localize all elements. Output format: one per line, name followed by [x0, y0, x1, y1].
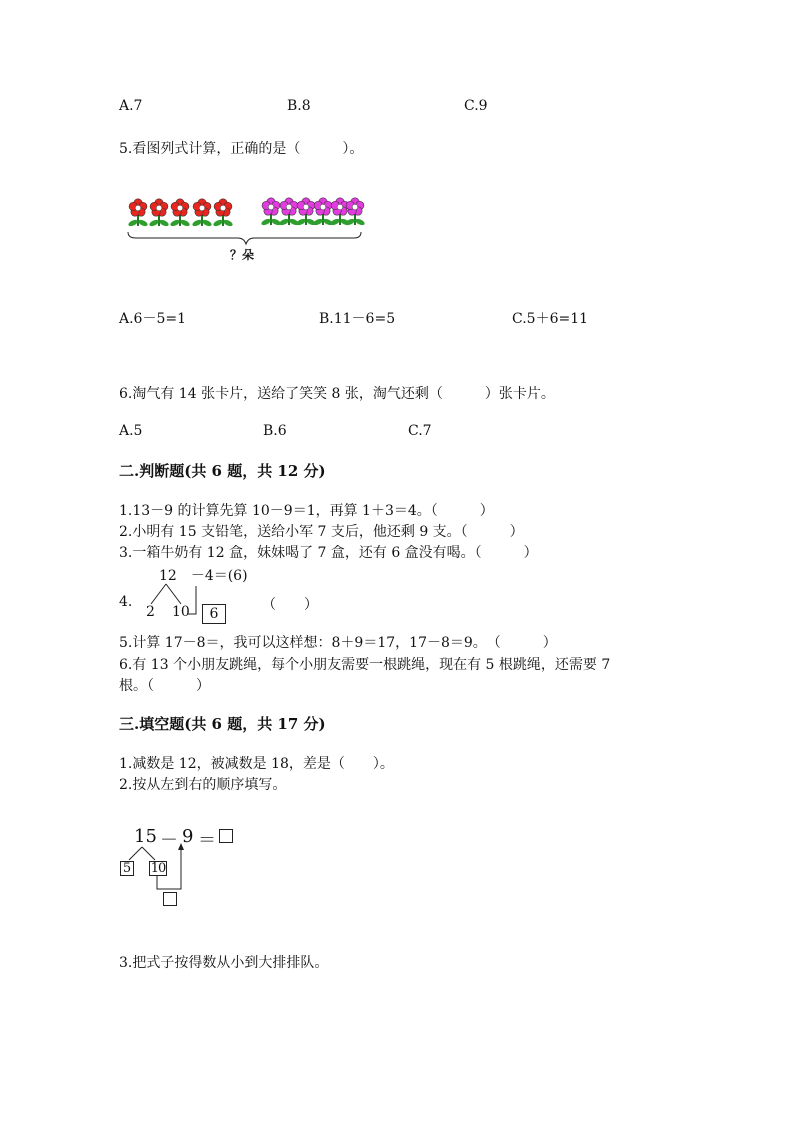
fig-answer-box[interactable]: [163, 892, 177, 906]
q5-option-b: B.11－6=5: [319, 311, 396, 327]
item4-label: 4.: [119, 594, 133, 610]
fill-item-2: 2.按从左到右的顺序填写。: [119, 777, 287, 793]
q6-option-a: A.5: [119, 423, 143, 439]
fill-item-1: 1.减数是 12，被减数是 18，差是（ ）。: [119, 756, 394, 772]
item4-equation: 12 －4＝(6): [159, 568, 248, 584]
q6-option-c: C.7: [408, 423, 432, 439]
judge-item-6-line1: 6.有 13 个小朋友跳绳，每个小朋友需要一根跳绳，现在有 5 根跳绳，还需要 7: [119, 657, 611, 673]
judge-item-1: 1.13－9 的计算先算 10－9＝1，再算 1＋3＝4。（ ）: [119, 503, 494, 519]
q4-option-c: C.9: [464, 98, 488, 114]
section2-title: 二.判断题(共 6 题，共 12 分): [119, 462, 326, 480]
fig-subtrahend: 9: [182, 826, 194, 847]
q5-question: 5.看图列式计算，正确的是（ ）。: [119, 141, 364, 157]
q6-question: 6.淘气有 14 张卡片，送给了笑笑 8 张，淘气还剩（ ）张卡片。: [119, 386, 555, 402]
fill-item-3: 3.把式子按得数从小到大排排队。: [119, 955, 329, 971]
fig-right-box: 10: [150, 861, 166, 876]
item4-left-number: 2: [146, 604, 155, 620]
section3-title: 三.填空题(共 6 题，共 17 分): [119, 715, 326, 733]
judge-item-5: 5.计算 17－8＝，我可以这样想：8＋9＝17，17－8＝9。 （ ）: [119, 635, 557, 651]
q4-option-a: A.7: [119, 98, 143, 114]
fig-equals: ＝: [198, 830, 216, 851]
item4-answer-box: 6: [202, 604, 226, 624]
judge-item-2: 2.小明有 15 支铅笔，送给小军 7 支后，他还剩 9 支。（ ）: [119, 524, 524, 540]
fig-left-box: 5: [120, 861, 134, 876]
q5-option-c: C.5＋6=11: [512, 311, 589, 327]
q6-option-b: B.6: [263, 423, 287, 439]
fig-minuend: 15: [134, 826, 157, 847]
item4-answer-paren: （ ）: [262, 597, 318, 613]
judge-item-3: 3.一箱牛奶有 12 盒，妹妹喝了 7 盒，还有 6 盒没有喝。（ ）: [119, 545, 538, 561]
brace-label: ？朵: [230, 248, 255, 262]
q4-option-b: B.8: [287, 98, 311, 114]
q5-option-a: A.6－5=1: [119, 311, 187, 327]
judge-item-6-line2: 根。（ ）: [119, 678, 210, 694]
item4-right-number: 10: [172, 604, 190, 620]
fig-minus: －: [160, 830, 178, 851]
